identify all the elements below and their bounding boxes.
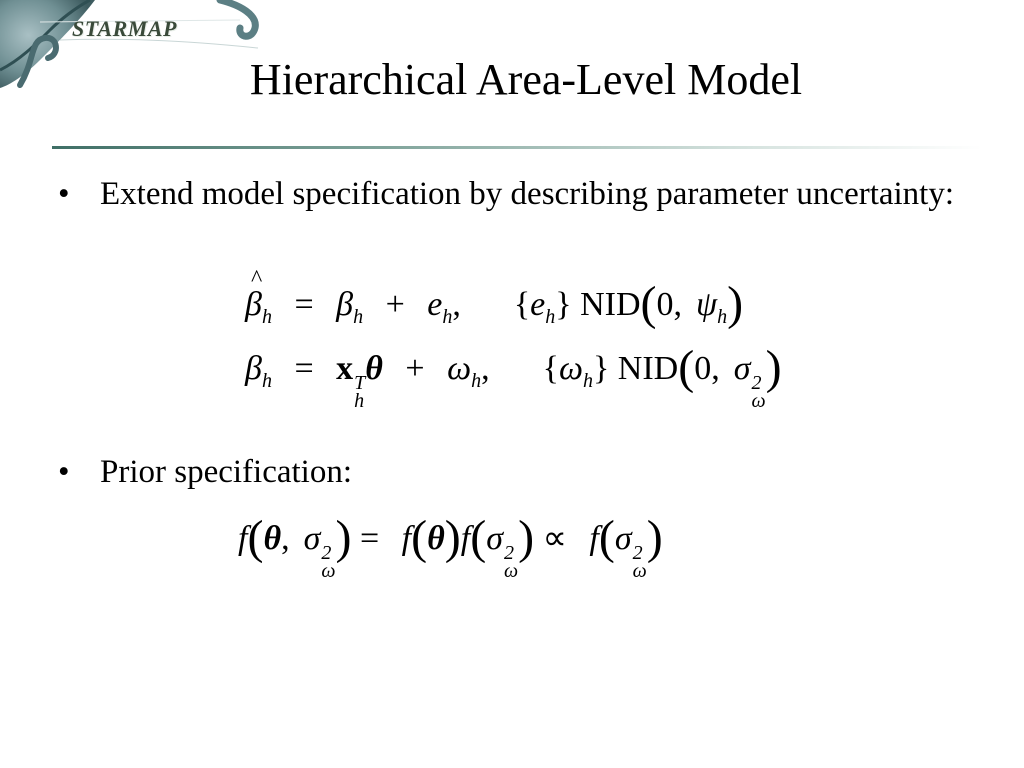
bullet-text: Extend model specification by describing parameter uncertainty: [100, 176, 955, 212]
equation-prior: f(θ, σ 2 ω ) = f(θ)f(σ 2 ω ) ∝ f(σ 2 ω ) [238, 511, 663, 582]
title-divider [52, 146, 982, 149]
bullet-symbol: • [58, 454, 70, 490]
logo-text: STARMAP [72, 16, 177, 41]
bullet-text: Prior specification: [100, 454, 353, 490]
equation-sampling-model: ^ $\beta_h = \beta_h + e_h$, $\{e_h\}$ NID(0, $\psi_h$) [245, 286, 743, 329]
bullet-symbol: • [58, 176, 70, 212]
slide-title: Hierarchical Area-Level Model [249, 55, 803, 104]
equation-linking-model: $\beta_h = x$ T h $\theta + \omega_h$, $\{\omega_h\}$ NID(0, σ 2 ω ) [245, 341, 782, 412]
nid-label: NID [580, 286, 641, 323]
